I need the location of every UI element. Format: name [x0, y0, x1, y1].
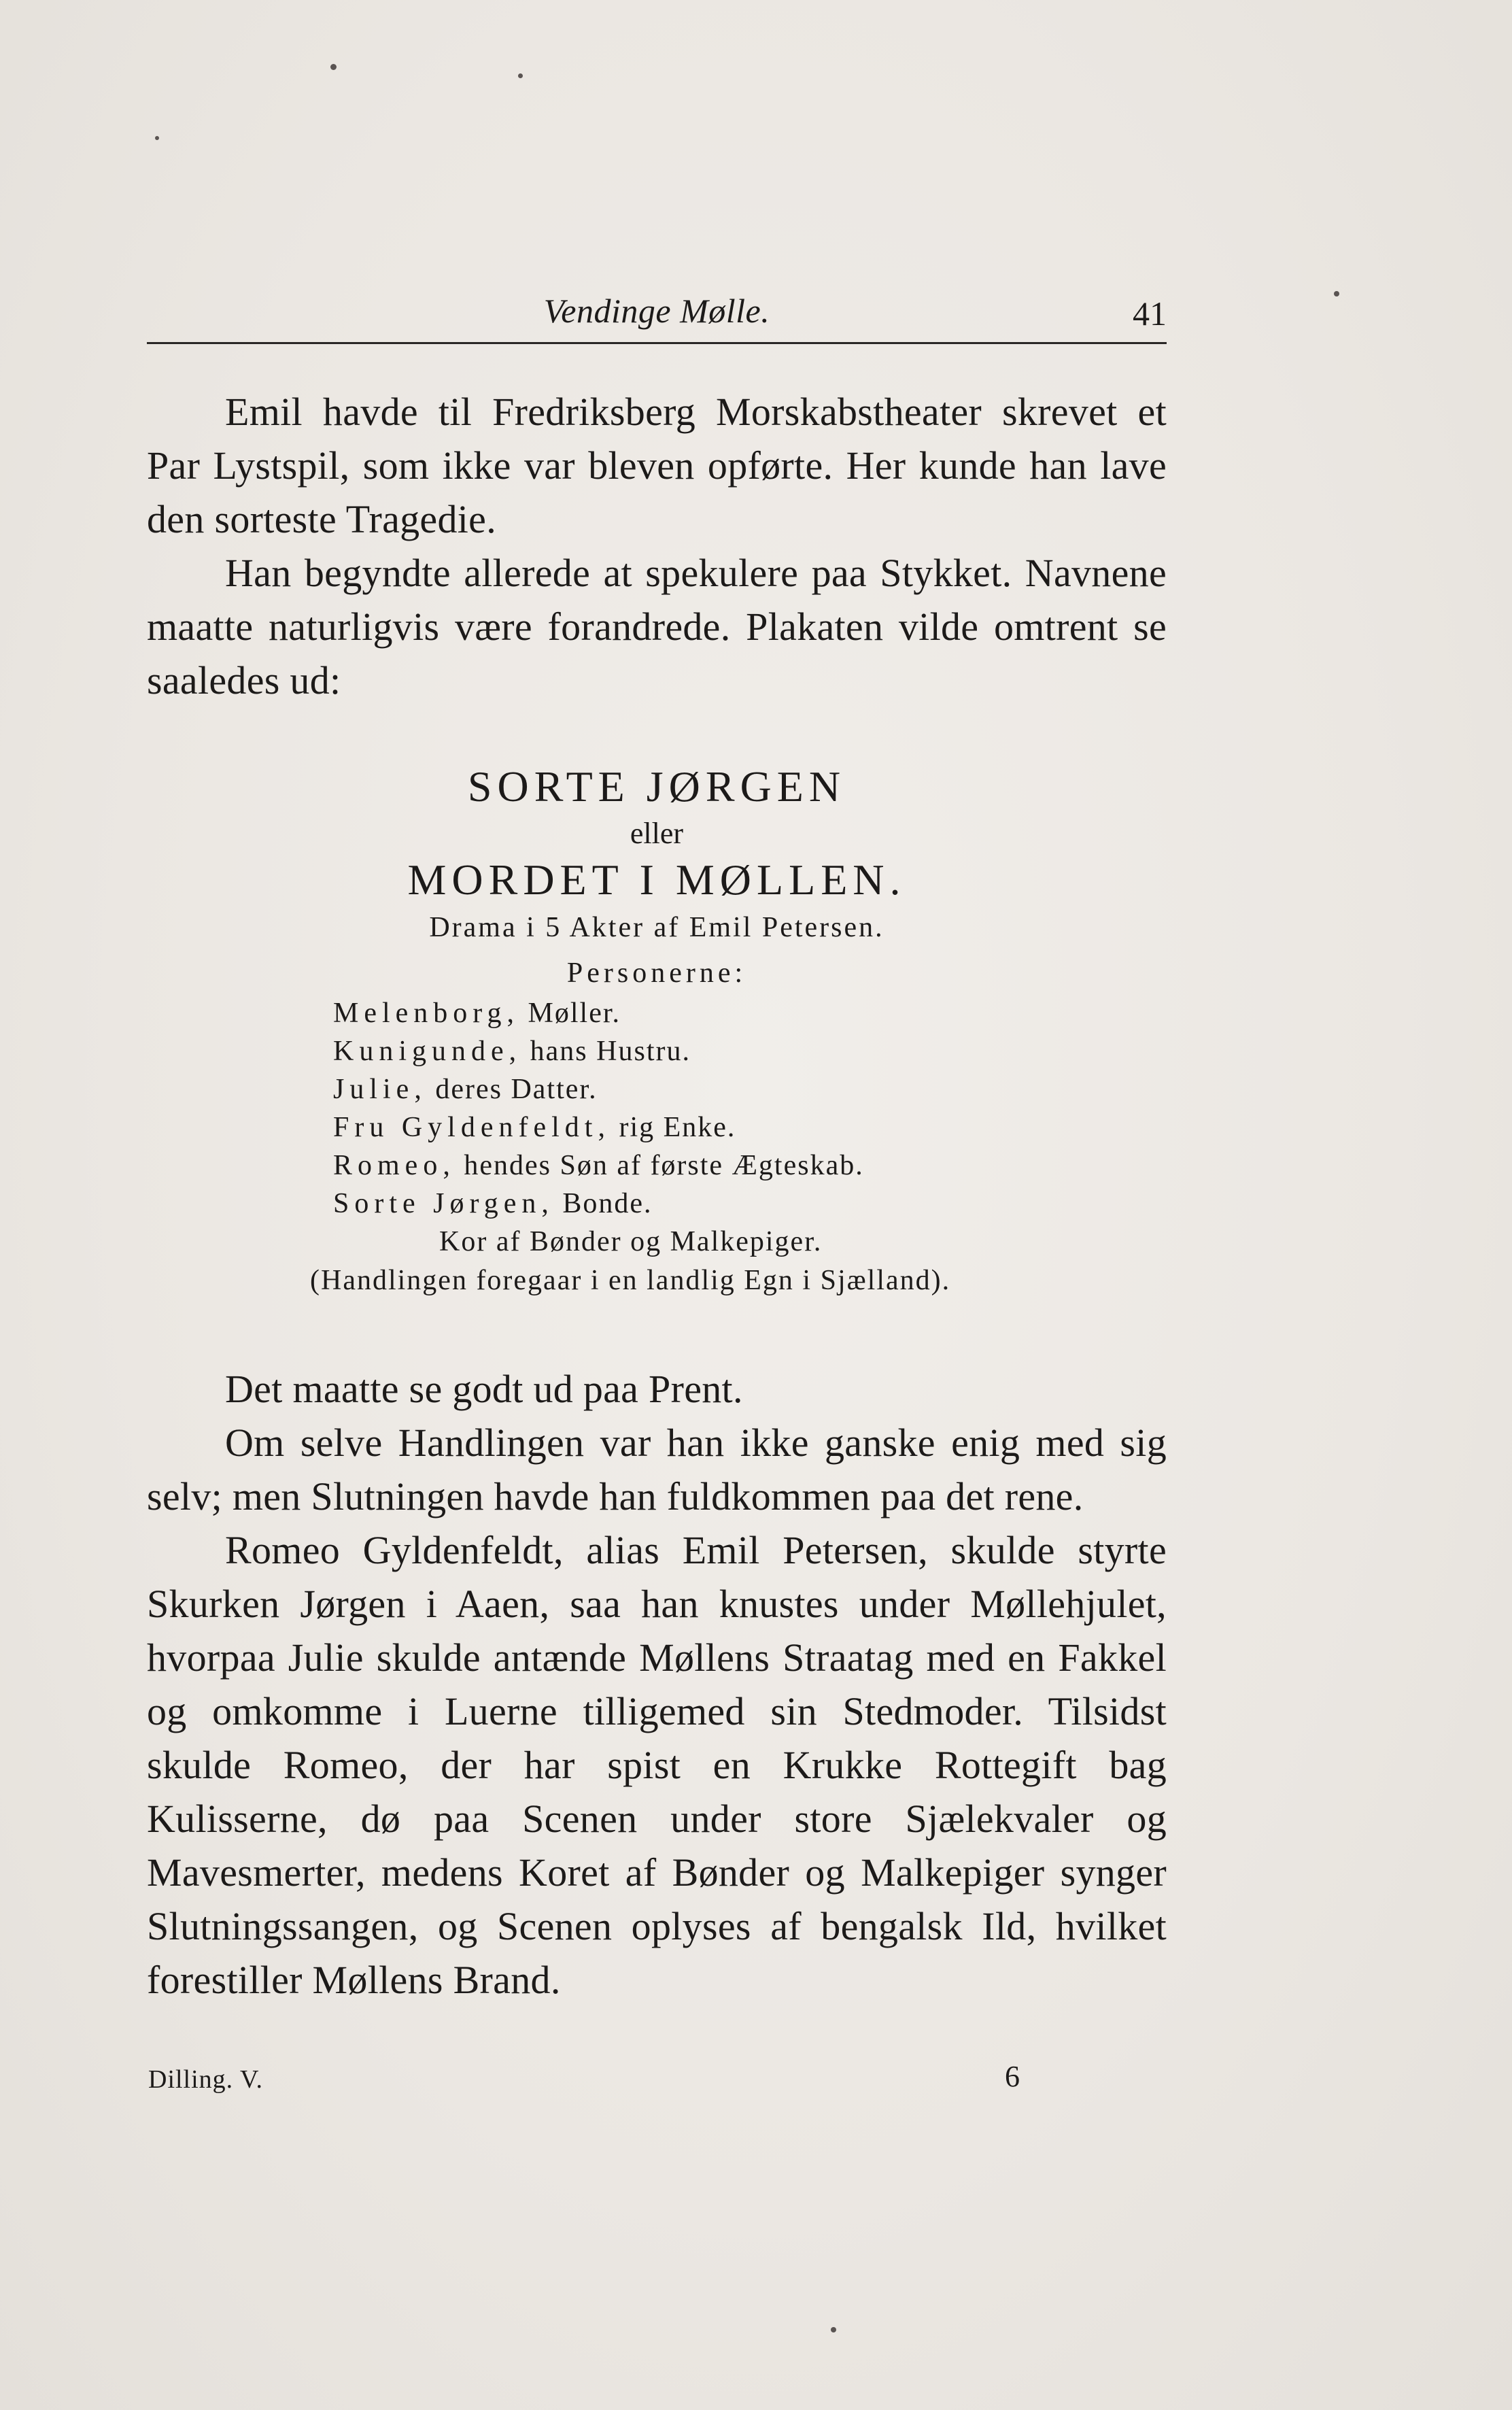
- play-title: SORTE JØRGEN: [467, 762, 846, 811]
- paper-speck: [831, 2327, 836, 2332]
- signature-mark: Dilling. V.: [148, 2065, 264, 2094]
- paper-speck: [518, 73, 523, 78]
- cast-role: Møller.: [528, 998, 621, 1029]
- play-title-connector: eller: [630, 817, 684, 850]
- play-subtitle: MORDET I MØLLEN.: [407, 855, 906, 904]
- drama-line: Drama i 5 Akter af Emil Petersen.: [429, 912, 884, 943]
- cast-name: Julie,: [333, 1074, 427, 1105]
- cast-name: Fru Gyldenfeldt,: [333, 1112, 611, 1143]
- cast-role: hans Hustru.: [530, 1036, 691, 1067]
- text-block-top: [147, 385, 1167, 707]
- cast-list: [333, 994, 1167, 1223]
- paragraph: Det maatte se godt ud paa Prent.: [225, 1367, 743, 1411]
- paragraph: Om selve Handlingen var han ikke ganske enig med sig selv; men Slutningen havde han fuldkommen paa det rene.: [147, 1421, 1167, 1518]
- cast-entry: [333, 1147, 1167, 1185]
- cast-name: Melenborg,: [333, 998, 520, 1029]
- cast-role: hendes Søn af første Ægteskab.: [464, 1150, 864, 1181]
- cast-entry: [333, 1108, 1167, 1147]
- cast-entry: [333, 1185, 1167, 1223]
- header-rule: [147, 342, 1167, 344]
- cast-entry: [333, 994, 1167, 1032]
- page-number: 41: [1133, 294, 1167, 333]
- paragraph: Han begyndte allerede at spekulere paa Stykket. Navnene maatte naturligvis være forandrede. Plakaten vilde omtrent se saaledes ud:: [147, 551, 1167, 702]
- paper-speck: [1334, 291, 1339, 296]
- paragraph: Romeo Gyldenfeldt, alias Emil Petersen, skulde styrte Skurken Jørgen i Aaen, saa han knustes under Møllehjulet, hvorpaa Julie skulde antænde Møllens Straatag med en Fakkel og omkomme i Luerne tilligemed sin Stedmoder. Tilsidst skulde Romeo, der har spist en Krukke Rottegift bag Kulisserne, dø paa Scenen under store Sjælekvaler og Mavesmerter, medens Koret af Bønder og Malkepiger synger Slutningssangen, og Scenen oplyses af bengalsk Ild, hvilket forestiller Møllens Brand.: [147, 1528, 1167, 2002]
- playbill: [147, 760, 1167, 1300]
- cast-entry: [333, 1070, 1167, 1108]
- page-header: [147, 286, 1167, 340]
- cast-role: deres Datter.: [435, 1074, 598, 1105]
- cast-role: rig Enke.: [619, 1112, 736, 1143]
- sheet-number: 6: [1005, 2060, 1020, 2093]
- chorus-line: Kor af Bønder og Malkepiger.: [439, 1226, 823, 1257]
- persons-heading: Personerne:: [566, 957, 747, 989]
- paragraph: Emil havde til Fredriksberg Morskabstheater skrevet et Par Lystspil, som ikke var bleven opførte. Her kunde han lave den sorteste Tragedie.: [147, 390, 1167, 541]
- cast-entry: [333, 1032, 1167, 1070]
- paper-speck: [155, 136, 159, 140]
- cast-name: Kunigunde,: [333, 1036, 522, 1067]
- paper-speck: [330, 64, 337, 70]
- setting-line: (Handlingen foregaar i en landlig Egn i Sjælland).: [310, 1265, 951, 1296]
- cast-name: Romeo,: [333, 1150, 456, 1181]
- text-block-bottom: [147, 1362, 1167, 2007]
- cast-role: Bonde.: [562, 1188, 653, 1219]
- running-title: Vendinge Mølle.: [543, 292, 770, 330]
- cast-name: Sorte Jørgen,: [333, 1188, 554, 1219]
